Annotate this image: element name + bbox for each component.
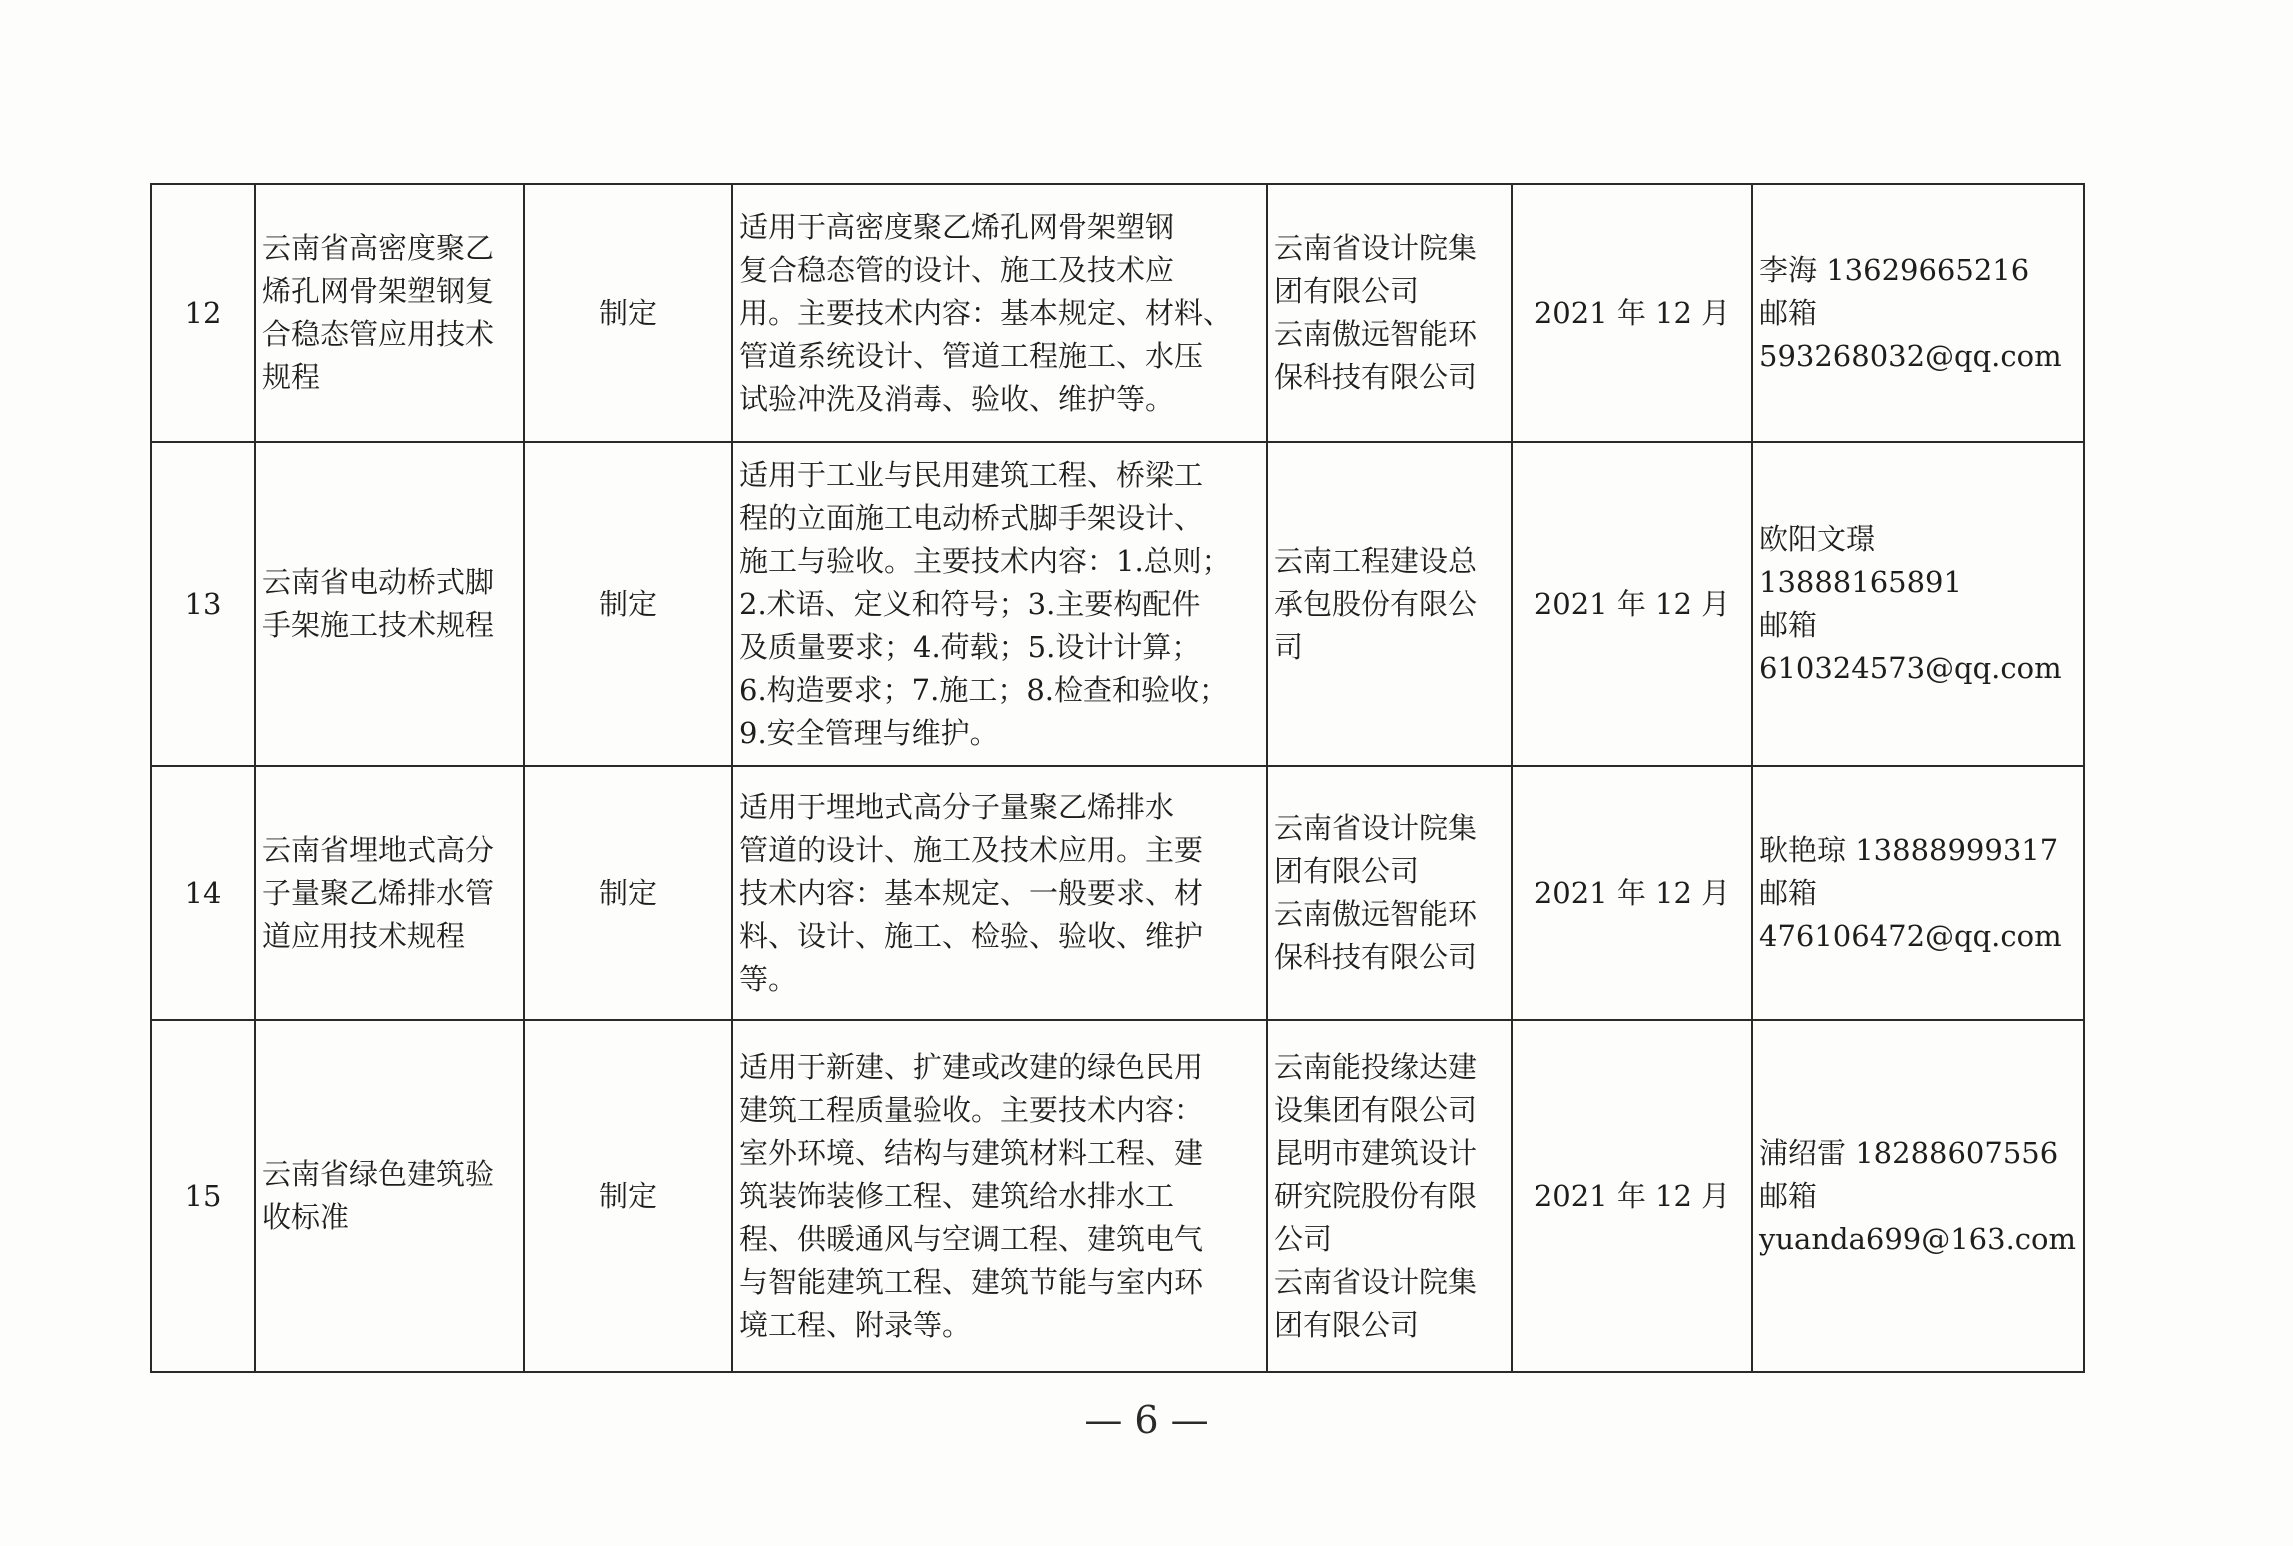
completion-date: 2021 年 12 月: [1512, 184, 1752, 442]
table-row: [151, 442, 2084, 766]
table-body: [151, 184, 2084, 1372]
page-number: — 6 —: [1084, 1398, 1209, 1442]
completion-date: 2021 年 12 月: [1512, 442, 1752, 766]
completion-date: 2021 年 12 月: [1512, 766, 1752, 1020]
work-type: 制定: [524, 766, 732, 1020]
row-number: 12: [151, 184, 255, 442]
completion-date: 2021 年 12 月: [1512, 1020, 1752, 1372]
work-type: 制定: [524, 184, 732, 442]
scope-and-content: 适用于工业与民用建筑工程、桥梁工 程的立面施工电动桥式脚手架设计、 施工与验收。主要技术内容：1.总则； 2.术语、定义和符号；3.主要构配件 及质量要求；4.荷载；5.设计计算； 6.构造要求；7.施工；8.检查和验收； 9.安全管理与维护。: [732, 442, 1267, 766]
work-type: 制定: [524, 1020, 732, 1372]
scope-and-content: 适用于新建、扩建或改建的绿色民用 建筑工程质量验收。主要技术内容： 室外环境、结构与建筑材料工程、建 筑装饰装修工程、建筑给水排水工 程、供暖通风与空调工程、建筑电气 与智能建筑工程、建筑节能与室内环 境工程、附录等。: [732, 1020, 1267, 1372]
responsible-organization: 云南能投缘达建 设集团有限公司 昆明市建筑设计 研究院股份有限 公司 云南省设计院集 团有限公司: [1267, 1020, 1512, 1372]
standard-name: 云南省绿色建筑验 收标准: [255, 1020, 524, 1372]
row-number: 13: [151, 442, 255, 766]
table-row: [151, 1020, 2084, 1372]
row-number: 15: [151, 1020, 255, 1372]
table-row: [151, 766, 2084, 1020]
standards-table: [150, 183, 2085, 1373]
standard-name: 云南省电动桥式脚 手架施工技术规程: [255, 442, 524, 766]
contact-info: 欧阳文璟 13888165891 邮箱 610324573@qq.com: [1752, 442, 2084, 766]
standard-name: 云南省高密度聚乙 烯孔网骨架塑钢复 合稳态管应用技术 规程: [255, 184, 524, 442]
row-number: 14: [151, 766, 255, 1020]
responsible-organization: 云南省设计院集 团有限公司 云南傲远智能环 保科技有限公司: [1267, 184, 1512, 442]
responsible-organization: 云南省设计院集 团有限公司 云南傲远智能环 保科技有限公司: [1267, 766, 1512, 1020]
table-row: [151, 184, 2084, 442]
contact-info: 浦绍雷 18288607556 邮箱 yuanda699@163.com: [1752, 1020, 2084, 1372]
scope-and-content: 适用于高密度聚乙烯孔网骨架塑钢 复合稳态管的设计、施工及技术应 用。主要技术内容：基本规定、材料、 管道系统设计、管道工程施工、水压 试验冲洗及消毒、验收、维护等。: [732, 184, 1267, 442]
contact-info: 李海 13629665216 邮箱 593268032@qq.com: [1752, 184, 2084, 442]
contact-info: 耿艳琼 13888999317 邮箱 476106472@qq.com: [1752, 766, 2084, 1020]
responsible-organization: 云南工程建设总 承包股份有限公 司: [1267, 442, 1512, 766]
standard-name: 云南省埋地式高分 子量聚乙烯排水管 道应用技术规程: [255, 766, 524, 1020]
work-type: 制定: [524, 442, 732, 766]
scope-and-content: 适用于埋地式高分子量聚乙烯排水 管道的设计、施工及技术应用。主要 技术内容：基本规定、一般要求、材 料、设计、施工、检验、验收、维护 等。: [732, 766, 1267, 1020]
